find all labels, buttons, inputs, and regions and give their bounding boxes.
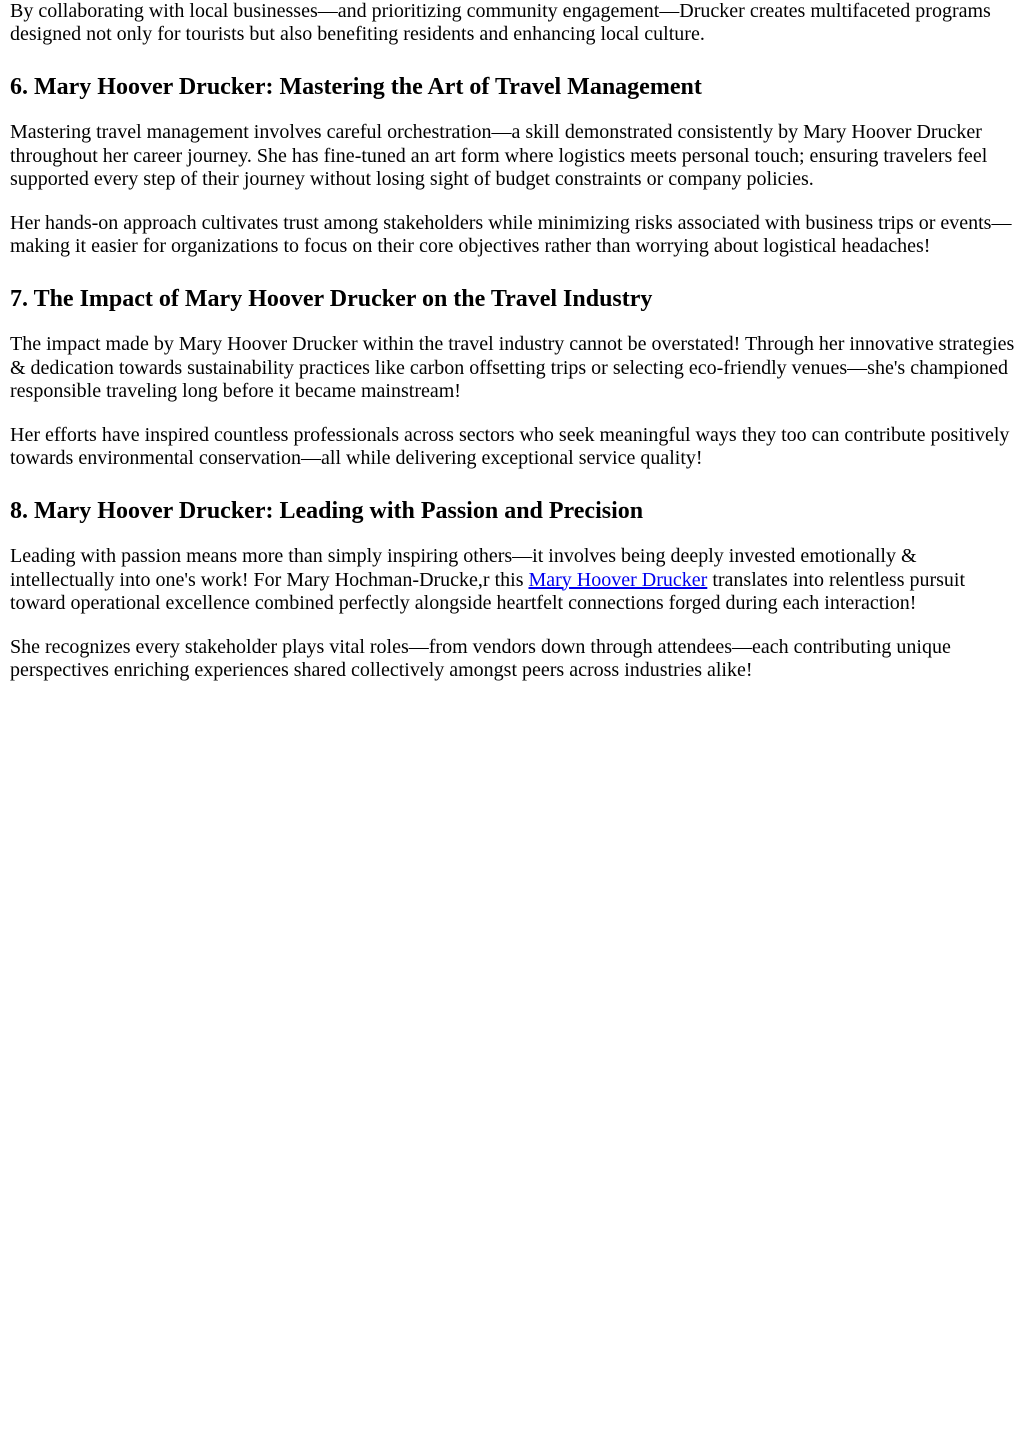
section-6-paragraph-2: Her hands-on approach cultivates trust among stakeholders while minimizing risks associated with business trips or events—making it easier for organizations to focus on their core objectives rather than worrying about logistical headaches!	[10, 212, 1012, 258]
section-6-paragraph-1: Mastering travel management involves careful orchestration—a skill demonstrated consistently by Mary Hoover Drucker throughout her career journey. She has fine-tuned an art form where logistics meets personal touch; ensuring travelers feel supported every step of their journey without losing sight of budget constraints or company policies.	[10, 121, 988, 190]
paragraph-text-before-link: Leading with passion means more than simply inspiring others—it involves being deeply invested emotionally & intellectually into one's work! For Mary Hochman-Drucke,r this	[10, 545, 917, 591]
section-7-paragraph-1: The impact made by Mary Hoover Drucker within the travel industry cannot be overstated! Through her innovative strategies & dedication towards sustainability practices like carbon offsetting trips or selecting eco-friendly venues—she's championed responsible traveling long before it became mainstream!	[10, 333, 1015, 402]
section-7-heading: 7. The Impact of Mary Hoover Drucker on the Travel Industry	[10, 286, 653, 313]
article-body	[0, 0, 1024, 682]
section-7-paragraph-2: Her efforts have inspired countless professionals across sectors who seek meaningful ways they too can contribute positively towards environmental conservation—all while delivering exceptional service quality!	[10, 424, 1010, 470]
paragraph-text-after-link: translates into relentless pursuit toward operational excellence combined perfectly alongside heartfelt connections forged during each interaction!	[10, 568, 966, 614]
section-8-paragraph-1	[10, 545, 1016, 615]
section-8-heading: 8. Mary Hoover Drucker: Leading with Passion and Precision	[10, 498, 644, 525]
section-8-paragraph-2: She recognizes every stakeholder plays vital roles—from vendors down through attendees—each contributing unique perspectives enriching experiences shared collectively amongst peers across industries alike!	[10, 636, 951, 682]
mary-hoover-drucker-link[interactable]: Mary Hoover Drucker	[528, 568, 708, 591]
intro-paragraph: By collaborating with local businesses—and prioritizing community engagement—Drucker creates multifaceted programs designed not only for tourists but also benefiting residents and enhancing local culture.	[10, 0, 991, 46]
section-6-heading: 6. Mary Hoover Drucker: Mastering the Art of Travel Management	[10, 74, 702, 101]
